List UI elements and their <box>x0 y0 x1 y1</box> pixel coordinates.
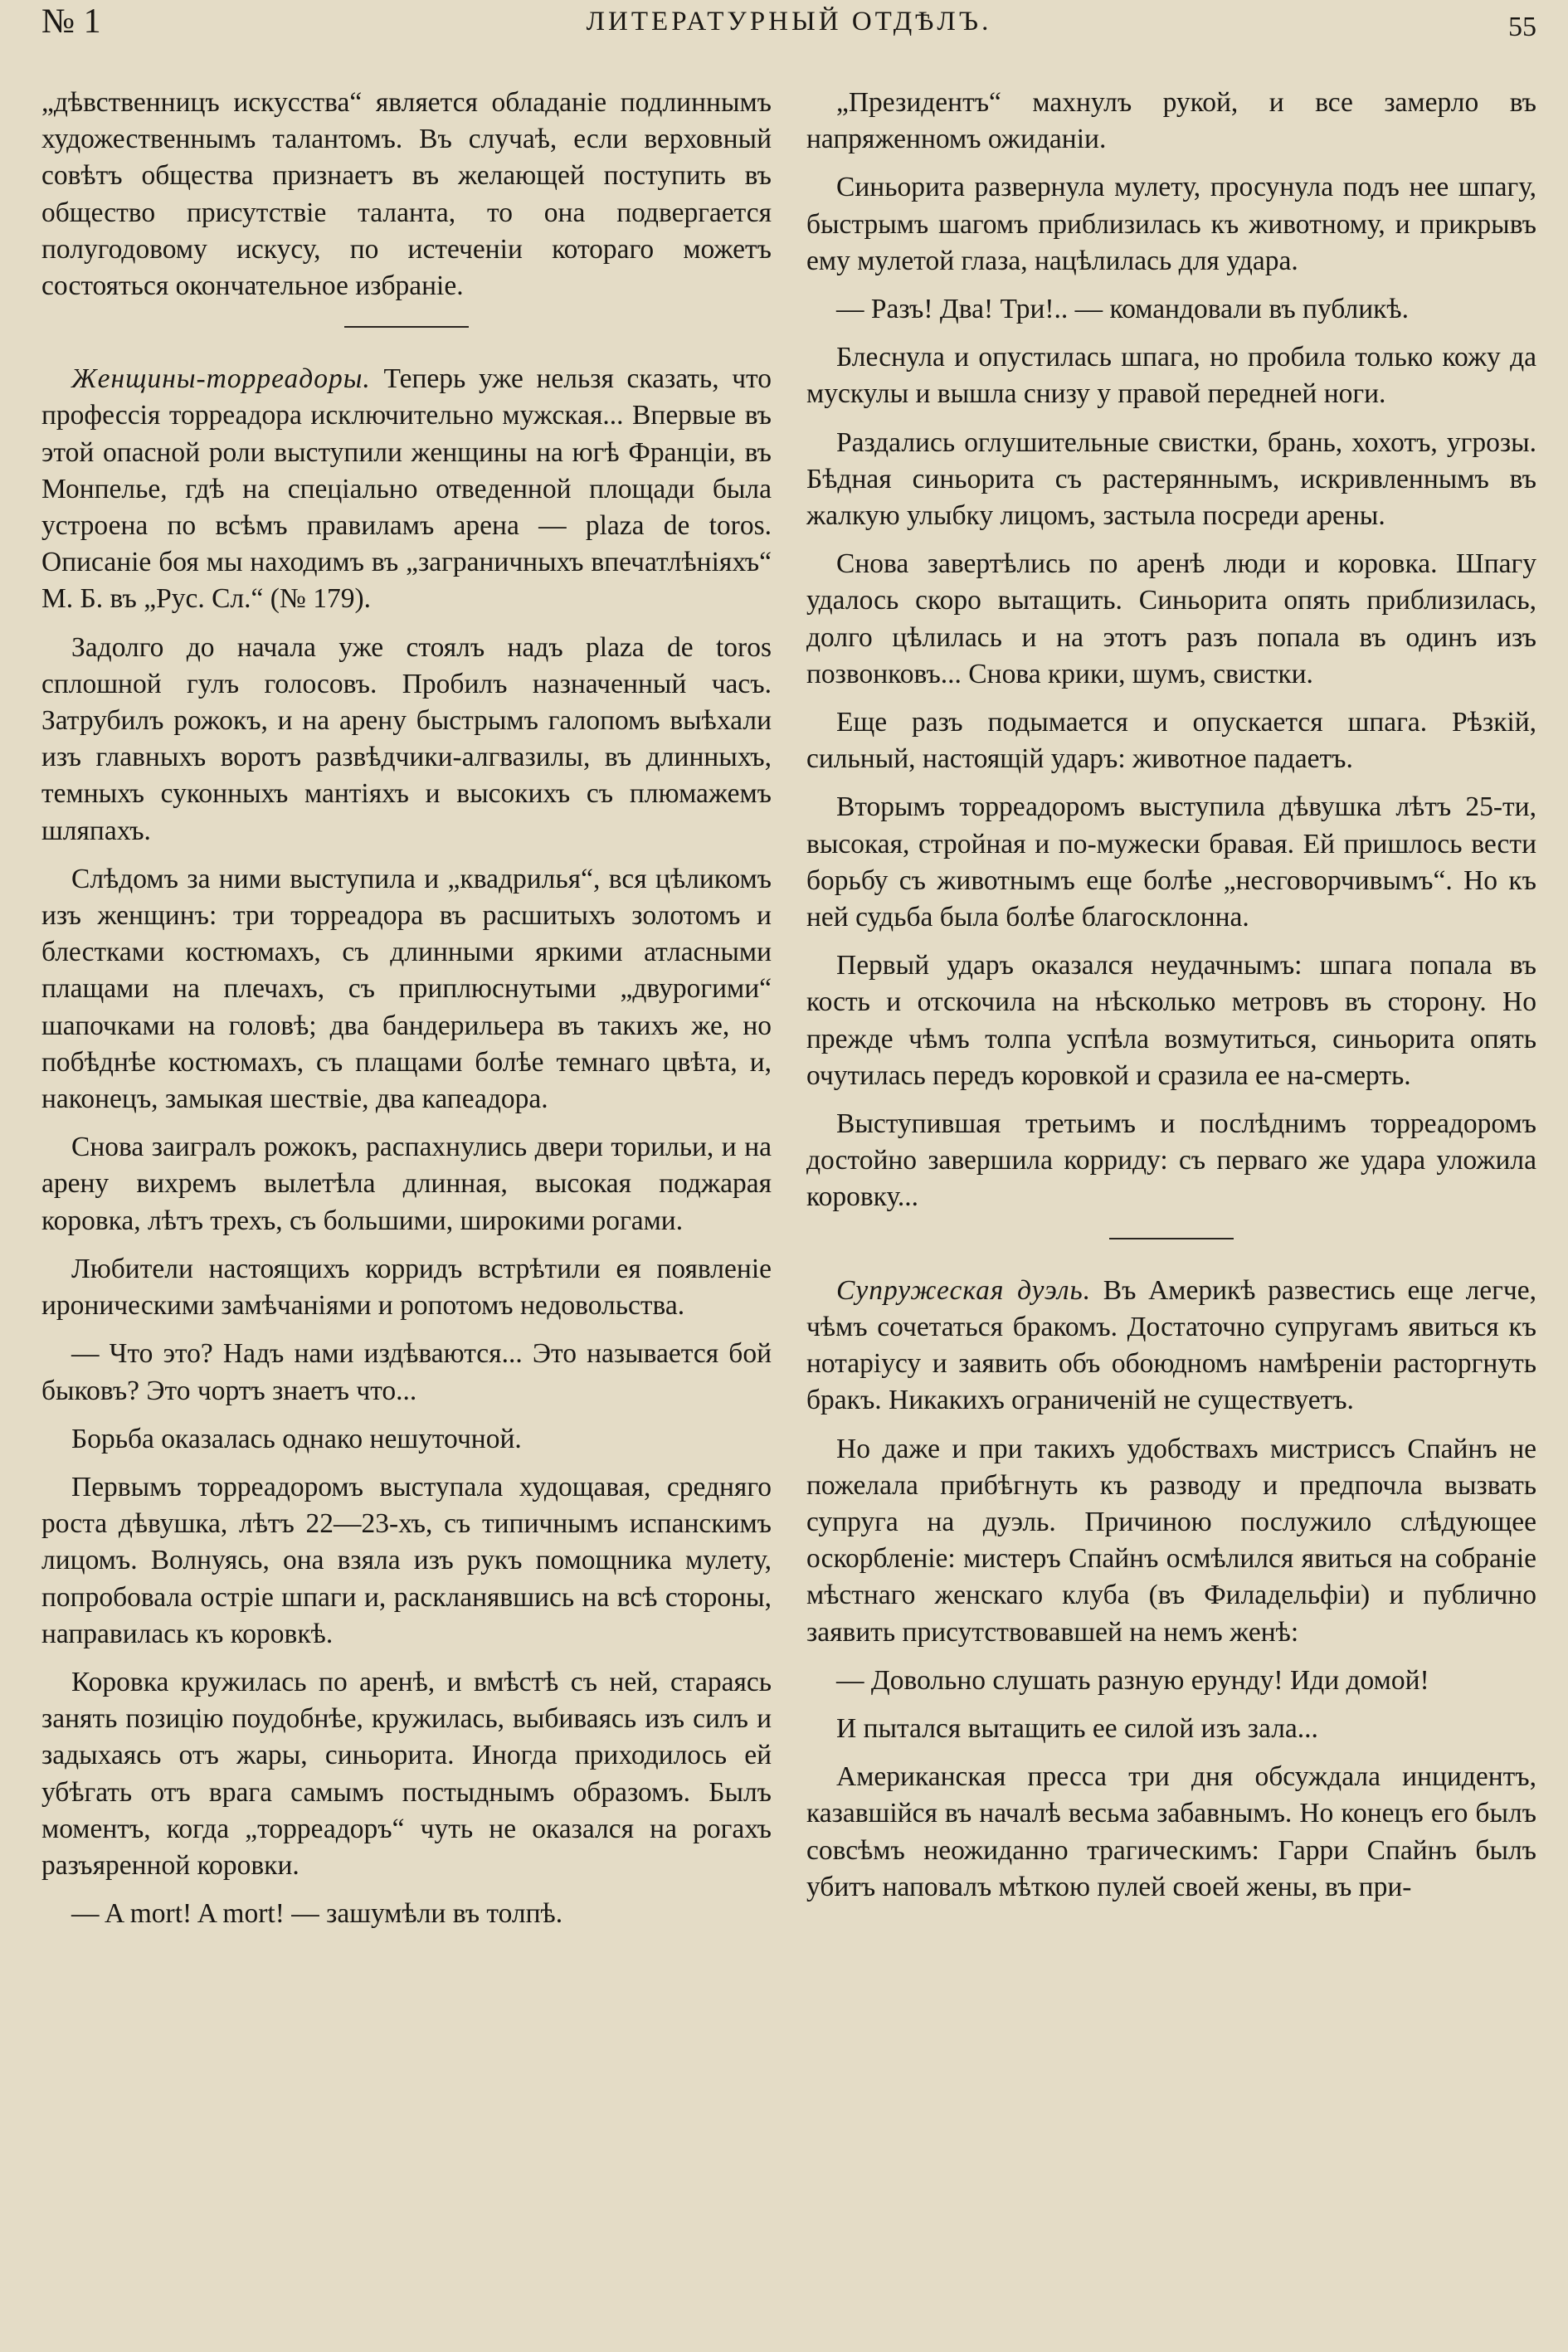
paragraph: Борьба оказалась однако нешуточной. <box>71 1423 522 1454</box>
paragraph: Первый ударъ оказался неудачнымъ: шпага попала въ кость и отскочила на нѣсколько метровъ въ сторону. Но прежде чѣмъ толпа успѣла возмутиться, синьорита опять очутилась передъ коровкой и сразила ее на-смерть. <box>806 950 1536 1091</box>
paragraph: Раздались оглушительные свистки, брань, хохотъ, угрозы. Бѣдная синьорита съ растеряннымъ, искривленнымъ въ жалкую улыбку лицомъ, застыла посреди арены. <box>806 426 1536 532</box>
paragraph: Коровка кружилась по аренѣ, и вмѣстѣ съ ней, стараясь занять позицію поудобнѣе, кружилась, выбиваясь изъ силъ и задыхаясь отъ жары, синьорита. Иногда приходилось ей убѣгать отъ врага самымъ постыднымъ образомъ. Былъ моментъ, когда „торреадоръ“ чуть не оказался на рогахъ разъяренной коровки. <box>41 1666 772 1881</box>
paragraph: Выступившая третьимъ и послѣднимъ торреадоромъ достойно завершила корриду: съ перваго же удара уложила коровку... <box>806 1108 1536 1213</box>
text-columns <box>41 85 1536 1944</box>
paragraph: Задолго до начала уже стоялъ надъ plaza de toros сплошной гулъ голосовъ. Пробилъ назначенный часъ. Затрубилъ рожокъ, и на арену быстрымъ галопомъ выѣхали изъ главныхъ воротъ развѣдчики-алгвазилы, въ длинныхъ, темныхъ суконныхъ мантіяхъ и высокихъ съ плюмажемъ шляпахъ. <box>41 631 772 846</box>
page-header <box>41 0 1536 51</box>
right-column <box>806 85 1536 1944</box>
issue-number: № 1 <box>41 2 101 41</box>
paragraph: Вторымъ торреадоромъ выступила дѣвушка лѣтъ 25-ти, высокая, стройная и по-мужески бравая. Ей пришлось вести борьбу съ животнымъ еще болѣе „несговорчивымъ“. Но къ ней судьба была болѣе благосклонна. <box>806 791 1536 933</box>
paragraph: Снова заигралъ рожокъ, распахнулись двери торильи, и на арену вихремъ вылетѣла длинная, высокая поджарая коровка, лѣтъ трехъ, съ большими, широкими рогами. <box>41 1132 772 1236</box>
paragraph: Любители настоящихъ корридъ встрѣтили ея появленіе ироническими замѣчаніями и ропотомъ недовольства. <box>41 1253 772 1322</box>
paragraph: Синьорита развернула мулету, просунула подъ нее шпагу, быстрымъ шагомъ приблизилась къ животному, и прикрывъ ему мулетой глаза, нацѣлилась для удара. <box>806 172 1536 276</box>
paragraph: Еще разъ подымается и опускается шпага. Рѣзкій, сильный, настоящій ударъ: животное падаетъ. <box>806 707 1536 775</box>
paragraph: Снова завертѣлись по аренѣ люди и коровка. Шпагу удалось скоро вытащить. Синьорита опять приблизилась, долго цѣлилась и на этотъ разъ попала въ одинъ изъ позвонковъ... Снова крики, шумъ, свистки. <box>806 548 1536 689</box>
paragraph: — Довольно слушать разную ерунду! Иди домой! <box>836 1664 1429 1696</box>
paragraph: Слѣдомъ за ними выступила и „квадрилья“, вся цѣликомъ изъ женщинъ: три торреадора въ расшитыхъ золотомъ и блестками костюмахъ, съ длинными яркими атласными плащами на плечахъ, съ приплюснутыми „двурогими“ шапочками на головѣ; два бандерильера въ такихъ же, но побѣднѣе костюмахъ, съ плащами болѣе темнаго цвѣта, и, наконецъ, замыкая шествіе, два капеадора. <box>41 863 772 1115</box>
paragraph: Американская пресса три дня обсуждала инцидентъ, казавшійся въ началѣ весьма забавнымъ. Но конецъ его былъ совсѣмъ неожиданно трагическимъ: Гарри Спайнъ былъ убитъ наповалъ мѣткою пулей своей жены, въ при- <box>806 1761 1536 1902</box>
paragraph <box>41 361 772 617</box>
section-divider <box>1109 1238 1234 1239</box>
paragraph: „Президентъ“ махнулъ рукой, и все замерло въ напряженномъ ожиданіи. <box>806 87 1536 155</box>
paragraph: — Разъ! Два! Три!.. — командовали въ публикѣ. <box>836 294 1409 325</box>
paragraph: — A mort! A mort! — зашумѣли въ толпѣ. <box>71 1898 563 1930</box>
paragraph: И пытался вытащить ее силой изъ зала... <box>836 1712 1318 1744</box>
rubric-heading: Женщины-торреадоры. <box>71 363 371 395</box>
paragraph: Блеснула и опустилась шпага, но пробила только кожу да мускулы и вышла снизу у правой передней ноги. <box>806 342 1536 410</box>
paragraph: Но даже и при такихъ удобствахъ мистриссъ Спайнъ не пожелала прибѣгнуть къ разводу и предпочла вызвать супруга на дуэль. Причиною послужило слѣдующее оскорбленіе: мистеръ Спайнъ осмѣлился явиться на собраніе мѣстнаго женскаго клуба (въ Филадельфіи) и публично заявить присутствовавшей на немъ женѣ: <box>806 1433 1536 1648</box>
page-number: 55 <box>1508 12 1536 42</box>
paragraph: — Что это? Надъ нами издѣваются... Это называется бой быковъ? Это чортъ знаетъ что... <box>41 1338 772 1406</box>
paragraph: „дѣвственницъ искусства“ является обладаніе подлиннымъ художественнымъ талантомъ. Въ случаѣ, если верховный совѣтъ общества признаетъ въ желающей поступить въ общество присутствіе таланта, то она подвергается полугодовому искусу, по истеченіи котораго можетъ состояться окончательное избраніе. <box>41 87 772 302</box>
paragraph <box>806 1273 1536 1419</box>
paragraph-text: Теперь уже нельзя сказать, что профессія торреадора исключительно мужская... Впервые въ этой опасной роли выступили женщины на югѣ Франціи, въ Монпелье, гдѣ на спеціально отведенной площади была устроена по всѣмъ правиламъ арена — plaza de toros. Описаніе боя мы находимъ въ „заграничныхъ впечатлѣніяхъ“ М. Б. въ „Рус. Сл.“ (№ 179). <box>41 363 772 615</box>
section-title: ЛИТЕРАТУРНЫЙ ОТДѢЛЪ. <box>586 7 992 37</box>
left-column <box>41 85 772 1944</box>
section-divider <box>344 326 469 328</box>
paragraph: Первымъ торреадоромъ выступала худощавая, средняго роста дѣвушка, лѣтъ 22—23-хъ, съ типичнымъ испанскимъ лицомъ. Волнуясь, она взяла изъ рукъ помощника мулету, попробовала остріе шпаги и, раскланявшись на всѣ стороны, направилась къ коровкѣ. <box>41 1471 772 1649</box>
rubric-heading: Супружеская дуэль. <box>836 1274 1092 1306</box>
paragraph-text: Въ Америкѣ развестись еще легче, чѣмъ сочетаться бракомъ. Достаточно супругамъ явиться къ нотаріусу и заявить объ обоюдномъ намѣреніи расторгнуть бракъ. Никакихъ ограниченій не существуетъ. <box>806 1274 1536 1416</box>
